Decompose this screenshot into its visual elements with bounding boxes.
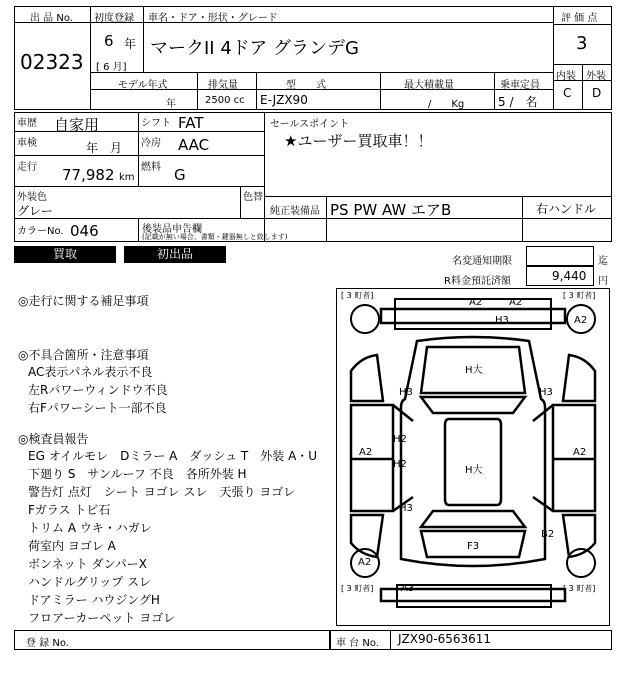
first-reg-year: 6 [104, 32, 114, 50]
exterior-grade: D [592, 86, 602, 100]
mark-left-front-fender: H3 [399, 387, 413, 398]
color-no-label: カラーNo. [17, 226, 64, 237]
capacity: 5 / 名 [498, 95, 538, 109]
mileage-unit: km [119, 172, 135, 183]
defect-item: 右Fパワーシート一部不良 [28, 401, 167, 415]
recycle-unit: 円 [598, 276, 608, 287]
defects-title: ◎不具合箇所・注意事項 [18, 348, 149, 362]
mark-right-side: A2 [573, 447, 587, 458]
corner-tr: [ 3 町者] [563, 291, 596, 300]
displacement-label: 排気量 [208, 80, 238, 91]
car-name: マークII 4ドア グランデG [150, 38, 359, 59]
color-change-label: 色替 [243, 192, 263, 203]
exterior-label: 外装 [586, 71, 606, 82]
color-no: 046 [70, 222, 99, 240]
mark-front-bumper-l: A2 [469, 297, 483, 308]
inspection: 年 月 [86, 141, 123, 155]
displacement: 2500 cc [205, 95, 245, 106]
mark-right-rear: B2 [541, 529, 555, 540]
lot-label: 出 品 No. [30, 13, 73, 24]
deadline-unit: 迄 [598, 256, 608, 267]
reg-no-label: 登 録 No. [26, 638, 69, 649]
sales-point-label: セールスポイント [270, 119, 350, 130]
inspector-item: ボンネット ダンパーX [28, 557, 147, 571]
chassis-label: 車 台 No. [336, 638, 379, 649]
corner-tl: [ 3 町者] [341, 291, 374, 300]
capacity-label: 乗車定員 [500, 80, 540, 91]
handle-position: 右ハンドル [536, 202, 597, 216]
interior-label: 内装 [556, 71, 576, 82]
inspector-item: 荷室内 ヨゴレ A [28, 539, 116, 553]
corner-br: [ 3 町者] [563, 584, 596, 593]
max-load: / Kg [428, 99, 465, 110]
mark-rear-bumper: A3 [401, 583, 415, 594]
inspector-item: Fガラス トビ石 [28, 503, 111, 517]
car-diagram [336, 288, 610, 626]
mark-rear-left-corner: A2 [358, 557, 372, 568]
color-label: 外装色 [17, 192, 47, 203]
type-label: 型 式 [286, 80, 326, 91]
first-reg-year-unit: 年 [124, 37, 137, 51]
fuel: G [174, 166, 186, 184]
inspector-item: ハンドルグリップ スレ [28, 575, 152, 589]
model-type: E-JZX90 [260, 93, 308, 107]
inspector-item: フロアーカーペット ヨゴレ [28, 611, 176, 625]
mileage: 77,982 [62, 166, 115, 184]
inspector-item: ドアミラー ハウジングH [28, 593, 160, 607]
inspector-title: ◎検査員報告 [18, 432, 89, 446]
mileage-label: 走行 [17, 162, 37, 173]
sales-point: ★ユーザー買取車！！ [284, 132, 433, 150]
inspector-item: 警告灯 点灯 シート ヨゴレ スレ 天張り ヨゴレ [28, 485, 296, 499]
inspection-label: 車検 [17, 138, 37, 149]
model-year-unit: 年 [166, 99, 176, 110]
interior-grade: C [563, 86, 572, 100]
mark-front-lip: H3 [495, 315, 509, 326]
shift-label: シフト [141, 118, 171, 129]
mark-roof: H大 [465, 465, 483, 476]
history-label: 車歴 [17, 118, 37, 129]
score: 3 [576, 33, 588, 54]
deadline-box [526, 246, 594, 266]
recycle-label: R料金預託済額 [444, 276, 511, 287]
corner-bl: [ 3 町者] [341, 584, 374, 593]
equipment-label: 純正装備品 [270, 206, 320, 217]
max-load-label: 最大積載量 [404, 80, 454, 91]
defect-item: AC表示パネル表示不良 [28, 365, 153, 379]
aftermarket-note: (記載が無い場合、書類・鍵器無しと致します) [142, 233, 288, 241]
mark-trunk: F3 [467, 541, 480, 552]
defect-item: 左Rパワーウィンドウ不良 [28, 383, 168, 397]
tag-first-listing: 初出品 [124, 246, 226, 263]
mark-front-right-corner: A2 [574, 315, 588, 326]
history: 自家用 [54, 116, 100, 134]
recycle-value: 9,440 [552, 269, 587, 283]
driving-notes-title: ◎走行に関する補足事項 [18, 294, 149, 308]
ac-label: 冷房 [141, 138, 161, 149]
inspector-item: EG オイルモレ Dミラー A ダッシュ T 外装 A・U [28, 449, 318, 463]
lot-number: 02323 [20, 50, 84, 74]
mark-front-bumper-r: A2 [509, 297, 523, 308]
first-reg-month: [ 6 月] [96, 62, 127, 73]
chassis-number: JZX90-6563611 [398, 632, 492, 646]
inspector-item: トリム A ウキ・ハガレ [28, 521, 152, 535]
fuel-label: 燃料 [141, 162, 161, 173]
mark-hood: H大 [465, 365, 483, 376]
ac: AAC [178, 136, 210, 154]
color: グレー [17, 204, 54, 218]
inspector-item: 下廻り S サンルーフ 不良 各所外装 H [28, 467, 247, 481]
tag-kaitori: 買取 [14, 246, 116, 263]
mark-left-door-f: H2 [393, 434, 407, 445]
first-reg-label: 初度登録 [94, 13, 134, 24]
equipment: PS PW AW エアB [330, 201, 452, 219]
car-name-label: 車名・ドア・形状・グレード [148, 13, 278, 24]
car-outline [337, 289, 609, 625]
score-label: 評 価 点 [561, 13, 598, 24]
aftermarket-label: 後装品申告欄 [142, 224, 202, 235]
model-year-label: モデル年式 [118, 80, 168, 91]
deadline-label: 名変通知期限 [452, 256, 512, 267]
mark-left-side: A2 [359, 447, 373, 458]
shift: FAT [178, 114, 204, 132]
mark-right-front-fender: H3 [539, 387, 553, 398]
mark-left-door-r: H2 [393, 459, 407, 470]
mark-left-rear-fender: H3 [399, 503, 413, 514]
